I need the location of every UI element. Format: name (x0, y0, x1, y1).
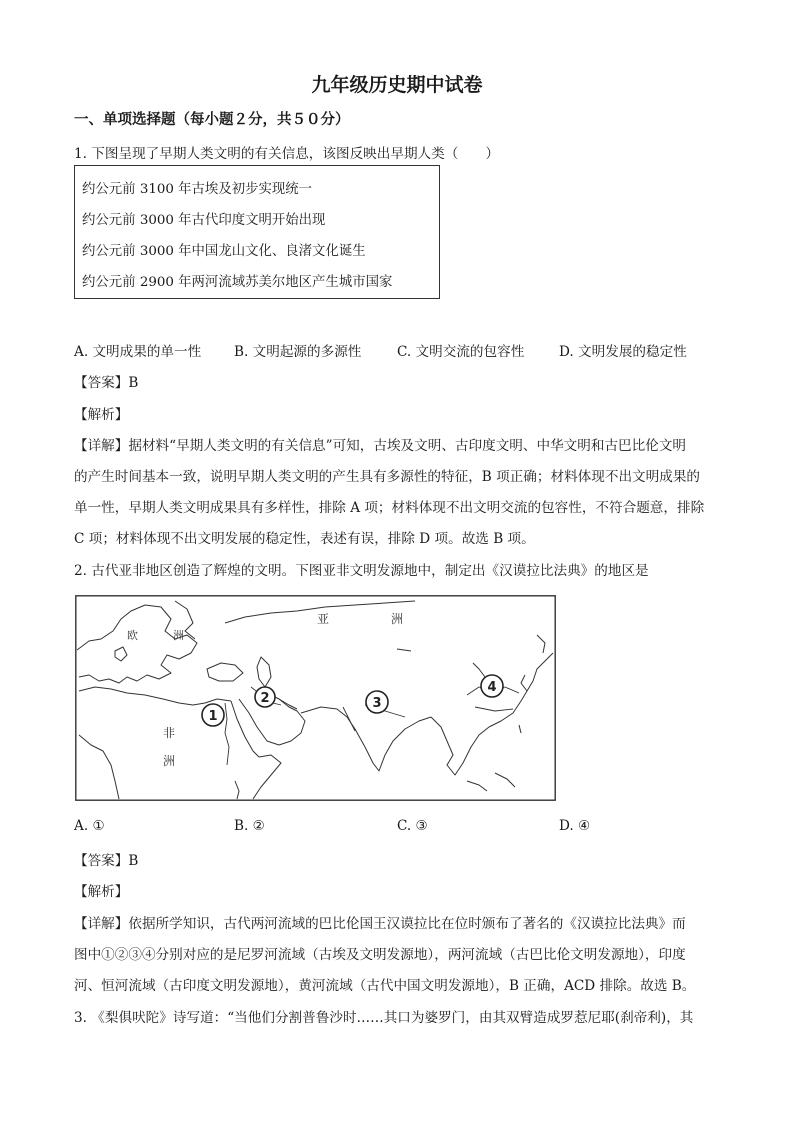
q2-option-a: A. ① (74, 818, 105, 834)
map-label-africa-1: 非 (163, 726, 176, 740)
q1-answer: 【答案】B (74, 375, 139, 391)
q1-option-b: B. 文明起源的多源性 (234, 344, 362, 360)
question-3-stem: 3. 《梨俱吠陀》诗写道：“当他们分割普鲁沙时……其口为婆罗门，由其双臂造成罗惹尼耶(刹帝利)，其 (74, 1010, 694, 1026)
map-label-asia-1: 亚 (317, 612, 330, 626)
map-marker-3 (366, 691, 388, 713)
q2-detail-line: 【详解】依据所学知识，古代两河流域的巴比伦国王汉谟拉比在位时颁布了著名的《汉谟拉比法典》而 (74, 916, 686, 932)
question-1-stem: 1. 下图呈现了早期人类文明的有关信息，该图反映出早期人类（ ） (74, 146, 500, 162)
map-marker-4-number: 4 (487, 680, 497, 695)
map-marker-2-number: 2 (260, 691, 270, 706)
q1-option-d: D. 文明发展的稳定性 (559, 344, 687, 360)
q2-detail-line: 图中①②③④分别对应的是尼罗河流域（古埃及文明发源地），两河流域（古巴比伦文明发源地），印度 (74, 947, 686, 963)
q1-box-line: 约公元前 2900 年两河流域苏美尔地区产生城市国家 (82, 275, 393, 290)
map-marker-1-number: 1 (208, 709, 218, 724)
q1-option-c: C. 文明交流的包容性 (397, 344, 525, 360)
q1-analysis-label: 【解析】 (74, 407, 129, 423)
q1-detail-line: 【详解】据材料“早期人类文明的有关信息”可知，古埃及文明、古印度文明、中华文明和古巴比伦文明 (74, 438, 687, 454)
q1-detail-line: 单一性，早期人类文明成果具有多样性，排除 A 项；材料体现不出文明交流的包容性，不符合题意，排除 (74, 500, 705, 516)
map-label-europe-2: 洲 (173, 629, 184, 642)
question-2-stem: 2. 古代亚非地区创造了辉煌的文明。下图亚非文明发源地中，制定出《汉谟拉比法典》的地区是 (74, 563, 649, 579)
map-label-europe-1: 欧 (127, 629, 138, 642)
section-heading: 一、单项选择题（每小题２分，共５０分） (74, 111, 350, 128)
q1-box-line: 约公元前 3000 年中国龙山文化、良渚文化诞生 (82, 244, 366, 259)
q2-option-c: C. ③ (397, 818, 428, 834)
q2-option-d: D. ④ (559, 818, 591, 834)
map-marker-3-number: 3 (372, 696, 382, 711)
q1-box-line: 约公元前 3000 年古代印度文明开始出现 (82, 213, 326, 228)
q2-detail-line: 河、恒河流域（古印度文明发源地），黄河流域（古代中国文明发源地），B 正确，ACD 排除。故选 B。 (74, 978, 696, 994)
q1-detail-line: C 项；材料体现不出文明发展的稳定性，表述有误，排除 D 项。故选 B 项。 (74, 531, 535, 547)
q1-detail-line: 的产生时间基本一致，说明早期人类文明的产生具有多源性的特征，B 项正确；材料体现不出文明成果的 (74, 469, 701, 485)
map-label-asia-2: 洲 (391, 612, 404, 626)
q1-option-a: A. 文明成果的单一性 (74, 344, 202, 360)
q1-box-line: 约公元前 3100 年古埃及初步实现统一 (82, 182, 313, 197)
page-title: 九年级历史期中试卷 (311, 74, 483, 96)
map-marker-2 (255, 687, 275, 707)
map-label-africa-2: 洲 (163, 754, 176, 768)
q2-answer: 【答案】B (74, 853, 139, 869)
q1-info-box (74, 165, 440, 299)
q2-option-b: B. ② (234, 818, 265, 834)
map-marker-4 (481, 675, 503, 697)
q2-analysis-label: 【解析】 (74, 884, 129, 900)
map-marker-1 (202, 704, 224, 726)
afro-eurasia-map (75, 595, 556, 801)
